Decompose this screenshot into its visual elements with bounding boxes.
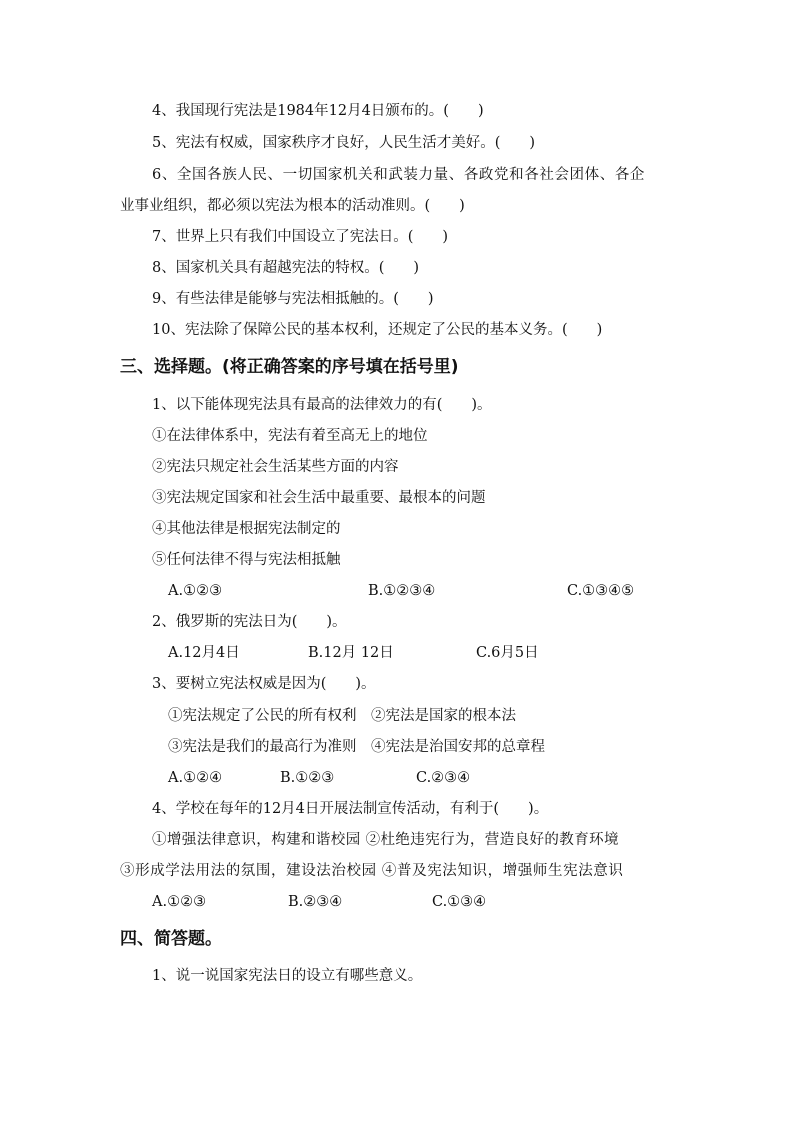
q4-option-c: C.①③④	[432, 894, 487, 910]
judgment-item-7: 7、世界上只有我们中国设立了宪法日。( )	[152, 229, 449, 245]
q1-statement-2: ②宪法只规定社会生活某些方面的内容	[152, 459, 399, 475]
q2-option-a: A.12月4日	[168, 645, 240, 661]
q3-statements-line2: ③宪法是我们的最高行为准则 ④宪法是治国安邦的总章程	[168, 739, 545, 755]
q1-option-a: A.①②③	[168, 583, 223, 599]
judgment-item-10: 10、宪法除了保障公民的基本权利，还规定了公民的基本义务。( )	[152, 322, 603, 338]
q2-stem: 2、俄罗斯的宪法日为( )。	[152, 614, 347, 630]
q3-option-a: A.①②④	[168, 770, 223, 786]
q1-option-c: C.①③④⑤	[567, 583, 635, 599]
q1-stem: 1、以下能体现宪法具有最高的法律效力的有( )。	[152, 397, 492, 413]
judgment-item-6-line2: 业事业组织，都必须以宪法为根本的活动准则。( )	[120, 198, 465, 214]
q1-statement-1: ①在法律体系中，宪法有着至高无上的地位	[152, 428, 428, 444]
section-4-q1: 1、说一说国家宪法日的设立有哪些意义。	[152, 968, 423, 984]
judgment-item-6-line1: 6、全国各族人民、一切国家机关和武装力量、各政党和各社会团体、各企	[152, 167, 646, 183]
q4-statements-line2: ③形成学法用法的氛围，建设法治校园 ④普及宪法知识，增强师生宪法意识	[120, 863, 624, 879]
q4-stem: 4、学校在每年的12月4日开展法制宣传活动，有利于( )。	[152, 801, 549, 817]
q4-statements-line1: ①增强法律意识，构建和谐校园 ②杜绝违宪行为，营造良好的教育环境	[152, 832, 619, 848]
section-3-heading: 三、选择题。(将正确答案的序号填在括号里)	[120, 357, 459, 377]
q2-option-c: C.6月5日	[476, 645, 539, 661]
q1-statement-4: ④其他法律是根据宪法制定的	[152, 521, 341, 537]
q1-statement-5: ⑤任何法律不得与宪法相抵触	[152, 552, 341, 568]
q3-option-b: B.①②③	[280, 770, 335, 786]
q3-option-c: C.②③④	[416, 770, 471, 786]
judgment-item-8: 8、国家机关具有超越宪法的特权。( )	[152, 260, 420, 276]
judgment-item-5: 5、宪法有权威，国家秩序才良好，人民生活才美好。( )	[152, 135, 536, 151]
q3-statements-line1: ①宪法规定了公民的所有权利 ②宪法是国家的根本法	[168, 708, 516, 724]
q3-stem: 3、要树立宪法权威是因为( )。	[152, 676, 376, 692]
q4-option-b: B.②③④	[288, 894, 343, 910]
judgment-item-4: 4、我国现行宪法是1984年12月4日颁布的。( )	[152, 103, 484, 119]
q1-option-b: B.①②③④	[368, 583, 436, 599]
q4-option-a: A.①②③	[152, 894, 207, 910]
judgment-item-9: 9、有些法律是能够与宪法相抵触的。( )	[152, 291, 434, 307]
q1-statement-3: ③宪法规定国家和社会生活中最重要、最根本的问题	[152, 490, 486, 506]
section-4-heading: 四、简答题。	[120, 929, 222, 949]
q2-option-b: B.12月 12日	[308, 645, 394, 661]
